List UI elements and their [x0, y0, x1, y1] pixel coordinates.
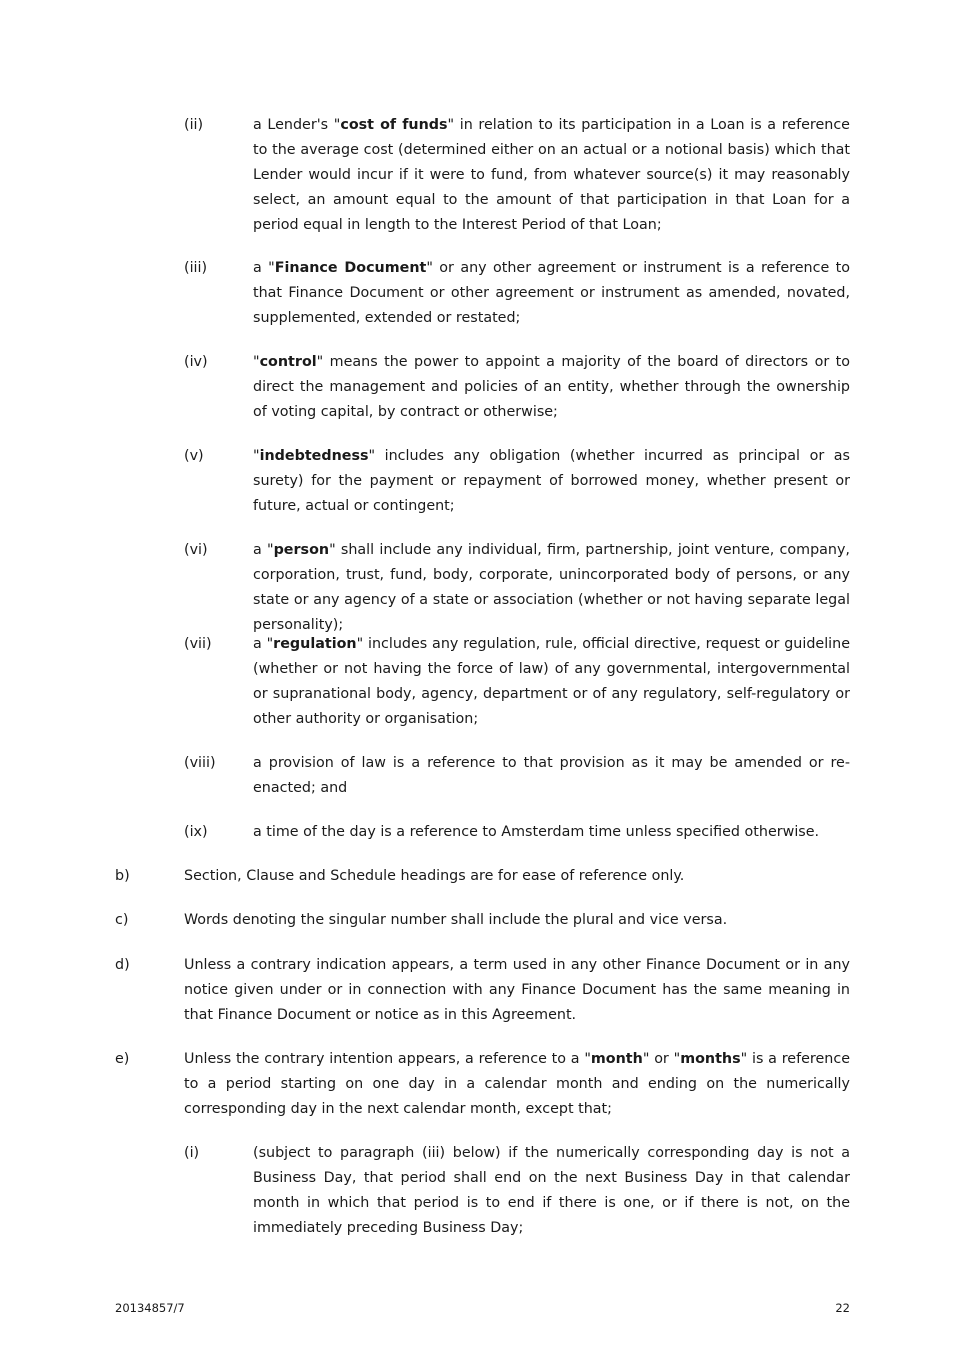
item-text: a time of the day is a reference to Amsterdam time unless specified otherwise. [253, 824, 820, 840]
item-text: "indebtedness" includes any obligation (whether incurred as principal or as surety) for the payment or repayment of borrowed money, whether present or future, actual or contingent; [253, 448, 850, 514]
page-number: 22 [835, 1301, 850, 1315]
item-text: a provision of law is a reference to that provision as it may be amended or re-enacted; and [253, 755, 850, 796]
item-label: (viii) [184, 755, 216, 771]
item-text: Words denoting the singular number shall include the plural and vice versa. [184, 912, 728, 928]
item-text: Unless the contrary intention appears, a reference to a "month" or "months" is a reference to a period starting on one day in a calendar month and ending on the numerically corresponding day in the next calendar month, except that; [184, 1051, 850, 1117]
defined-term: cost of funds [340, 117, 448, 133]
defined-term: month [590, 1051, 643, 1067]
defined-term: person [273, 542, 330, 558]
item-label: (vi) [184, 542, 208, 558]
item-label: (ix) [184, 824, 208, 840]
item-label: (i) [184, 1145, 200, 1161]
item-label: (ii) [184, 117, 204, 133]
defined-term: control [259, 354, 317, 370]
item-label: d) [115, 957, 130, 973]
item-text: (subject to paragraph (iii) below) if the numerically corresponding day is not a Business Day, that period shall end on the next Business Day in that calendar month in which that period is to end if there is one, or if there is not, on the immediately preceding Business Day; [253, 1145, 850, 1236]
item-label: (v) [184, 448, 204, 464]
item-label: (iv) [184, 354, 208, 370]
defined-term: months [680, 1051, 741, 1067]
item-text: a Lender's "cost of funds" in relation to its participation in a Loan is a reference to the average cost (determined either on an actual or a notional basis) which that Lender would incur if it were to fund, from whatever source(s) it may reasonably select, an amount equal to the amount of that participation in that Loan for a period equal in length to the Interest Period of that Loan; [253, 117, 850, 233]
item-text: a "regulation" includes any regulation, rule, official directive, request or guideline (whether or not having the force of law) of any governmental, intergovernmental or supranational body, agency, department or of any regulatory, self-regulatory or other authority or organisation; [253, 636, 850, 727]
document-reference: 20134857/7 [115, 1301, 185, 1315]
item-label: b) [115, 868, 130, 884]
item-text: a "Finance Document" or any other agreement or instrument is a reference to that Finance Document or other agreement or instrument as amended, novated, supplemented, extended or restated; [253, 260, 850, 326]
item-text: Section, Clause and Schedule headings are for ease of reference only. [184, 868, 685, 884]
item-label: e) [115, 1051, 130, 1067]
defined-term: indebtedness [259, 448, 369, 464]
item-label: c) [115, 912, 129, 928]
defined-term: regulation [273, 636, 357, 652]
item-text: a "person" shall include any individual, firm, partnership, joint venture, company, corporation, trust, fund, body, corporate, unincorporated body of persons, or any state or any agency of a state or association (whether or not having separate legal personality); [253, 542, 850, 633]
item-text: "control" means the power to appoint a majority of the board of directors or to direct the management and policies of an entity, whether through the ownership of voting capital, by contract or otherwise; [253, 354, 850, 420]
item-text: Unless a contrary indication appears, a term used in any other Finance Document or in any notice given under or in connection with any Finance Document has the same meaning in that Finance Document or notice as in this Agreement. [184, 957, 850, 1023]
defined-term: Finance Document [274, 260, 427, 276]
item-label: (vii) [184, 636, 212, 652]
item-label: (iii) [184, 260, 208, 276]
